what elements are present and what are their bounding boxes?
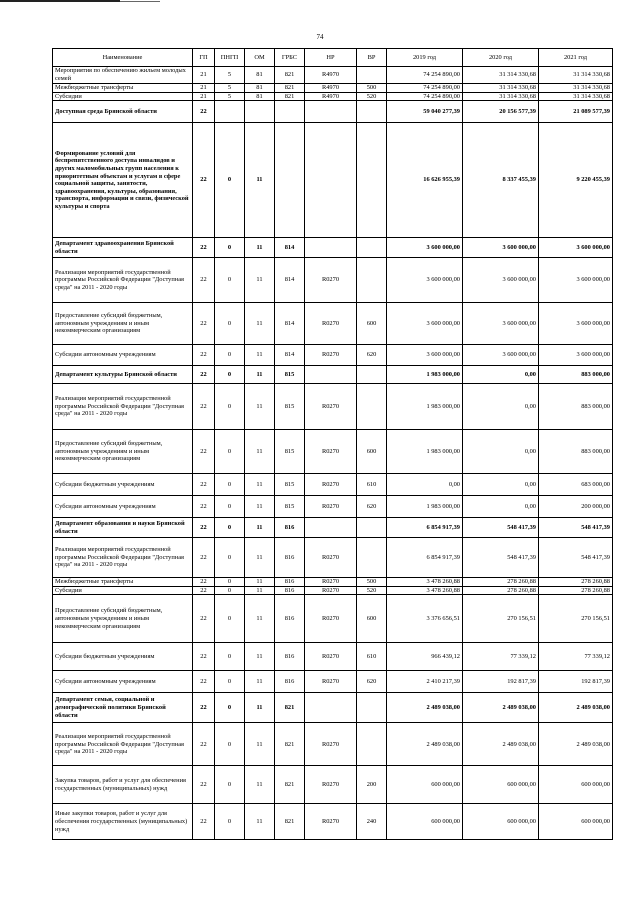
cell-name: Мероприятия по обеспечению жильем молодых семей (53, 67, 193, 84)
cell-pngp: 0 (215, 496, 245, 518)
table-body (53, 67, 613, 840)
cell-vr (357, 723, 387, 766)
table-row (53, 345, 613, 366)
cell-vr: 610 (357, 474, 387, 496)
cell-grbs: 815 (275, 430, 305, 474)
cell-y2019: 3 600 000,00 (387, 258, 463, 303)
cell-vr (357, 258, 387, 303)
cell-gp: 22 (193, 723, 215, 766)
cell-y2020: 548 417,39 (463, 538, 539, 578)
cell-name: Субсидии автономным учреждениям (53, 345, 193, 366)
cell-pngp: 0 (215, 586, 245, 595)
cell-gp: 22 (193, 430, 215, 474)
cell-y2020: 3 600 000,00 (463, 238, 539, 258)
cell-gp: 22 (193, 303, 215, 345)
cell-grbs: 816 (275, 586, 305, 595)
cell-name: Субсидии бюджетным учреждениям (53, 643, 193, 671)
cell-nr: R0270 (305, 671, 357, 693)
cell-pngp: 0 (215, 693, 245, 723)
cell-grbs: 821 (275, 67, 305, 84)
table-row (53, 595, 613, 643)
cell-y2021: 192 817,39 (539, 671, 613, 693)
cell-y2020: 31 314 330,68 (463, 92, 539, 101)
cell-name: Межбюджетные трансферты (53, 578, 193, 587)
cell-vr: 600 (357, 430, 387, 474)
cell-pngp: 5 (215, 67, 245, 84)
cell-vr: 610 (357, 643, 387, 671)
cell-pngp: 0 (215, 384, 245, 430)
cell-name: Субсидии автономным учреждениям (53, 671, 193, 693)
table-row (53, 430, 613, 474)
cell-nr: R4970 (305, 92, 357, 101)
cell-pngp: 0 (215, 430, 245, 474)
cell-grbs: 821 (275, 723, 305, 766)
table-row (53, 766, 613, 804)
cell-pngp: 0 (215, 303, 245, 345)
cell-name: Департамент образования и науки Брянской области (53, 518, 193, 538)
cell-name: Реализация мероприятий государственной программы Российской Федерации "Доступная среда" на 2011 - 2020 годы (53, 538, 193, 578)
cell-grbs: 816 (275, 518, 305, 538)
cell-gp: 22 (193, 538, 215, 578)
cell-nr: R0270 (305, 643, 357, 671)
cell-name: Субсидии (53, 586, 193, 595)
column-header: ВР (357, 49, 387, 67)
cell-om: 11 (245, 538, 275, 578)
column-header: ПНГП (215, 49, 245, 67)
cell-y2019: 59 040 277,39 (387, 101, 463, 123)
cell-y2021: 3 600 000,00 (539, 303, 613, 345)
cell-y2021: 31 314 330,68 (539, 84, 613, 93)
cell-grbs: 816 (275, 578, 305, 587)
cell-pngp: 5 (215, 84, 245, 93)
cell-gp: 21 (193, 84, 215, 93)
cell-vr: 600 (357, 595, 387, 643)
cell-y2019: 1 983 000,00 (387, 366, 463, 384)
cell-y2019: 1 983 000,00 (387, 384, 463, 430)
cell-name: Предоставление субсидий бюджетным, автономным учреждениям и иным некоммерческим организациям (53, 303, 193, 345)
cell-y2020: 0,00 (463, 496, 539, 518)
column-header: Наименование (53, 49, 193, 67)
cell-pngp: 0 (215, 474, 245, 496)
table-row (53, 366, 613, 384)
cell-y2020: 548 417,39 (463, 518, 539, 538)
table-row (53, 538, 613, 578)
cell-om: 81 (245, 92, 275, 101)
cell-nr: R0270 (305, 804, 357, 840)
cell-vr: 620 (357, 345, 387, 366)
cell-om: 11 (245, 723, 275, 766)
scan-edge-mark (120, 1, 160, 2)
cell-nr: R4970 (305, 67, 357, 84)
table-row (53, 258, 613, 303)
table-row (53, 384, 613, 430)
cell-nr: R0270 (305, 586, 357, 595)
cell-y2019: 600 000,00 (387, 766, 463, 804)
table-row (53, 496, 613, 518)
cell-vr (357, 123, 387, 238)
cell-y2020: 77 339,12 (463, 643, 539, 671)
column-header: ГРБС (275, 49, 305, 67)
cell-nr: R0270 (305, 303, 357, 345)
cell-y2021: 3 600 000,00 (539, 345, 613, 366)
column-header: НР (305, 49, 357, 67)
cell-y2019: 3 478 260,88 (387, 578, 463, 587)
column-header: ОМ (245, 49, 275, 67)
cell-y2019: 2 489 038,00 (387, 723, 463, 766)
cell-pngp: 0 (215, 578, 245, 587)
cell-pngp: 0 (215, 345, 245, 366)
cell-name: Департамент здравоохранения Брянской области (53, 238, 193, 258)
cell-pngp: 0 (215, 595, 245, 643)
cell-y2021: 270 156,51 (539, 595, 613, 643)
cell-y2020: 2 489 038,00 (463, 693, 539, 723)
cell-y2020: 0,00 (463, 474, 539, 496)
cell-nr: R0270 (305, 723, 357, 766)
cell-y2019: 3 600 000,00 (387, 345, 463, 366)
cell-name: Субсидии автономным учреждениям (53, 496, 193, 518)
cell-y2019: 6 854 917,39 (387, 538, 463, 578)
cell-nr (305, 518, 357, 538)
cell-grbs: 815 (275, 384, 305, 430)
cell-y2021: 2 489 038,00 (539, 723, 613, 766)
cell-om: 11 (245, 595, 275, 643)
cell-name: Доступная среда Брянской области (53, 101, 193, 123)
table-row (53, 804, 613, 840)
cell-pngp: 0 (215, 804, 245, 840)
cell-name: Субсидии (53, 92, 193, 101)
cell-gp: 22 (193, 258, 215, 303)
cell-y2020: 600 000,00 (463, 766, 539, 804)
table-row (53, 586, 613, 595)
cell-gp: 22 (193, 595, 215, 643)
cell-grbs (275, 101, 305, 123)
cell-om: 11 (245, 578, 275, 587)
cell-om: 11 (245, 474, 275, 496)
cell-y2021: 278 260,88 (539, 578, 613, 587)
column-header: ГП (193, 49, 215, 67)
cell-nr (305, 366, 357, 384)
budget-table (52, 48, 613, 840)
cell-vr: 500 (357, 84, 387, 93)
cell-pngp: 0 (215, 723, 245, 766)
cell-name: Закупка товаров, работ и услуг для обеспечения государственных (муниципальных) нужд (53, 766, 193, 804)
cell-y2020: 600 000,00 (463, 804, 539, 840)
cell-pngp: 0 (215, 258, 245, 303)
cell-name: Субсидии бюджетным учреждениям (53, 474, 193, 496)
cell-grbs: 821 (275, 766, 305, 804)
cell-y2019: 16 626 955,39 (387, 123, 463, 238)
cell-y2019: 2 410 217,39 (387, 671, 463, 693)
cell-y2021: 3 600 000,00 (539, 258, 613, 303)
cell-y2019: 3 600 000,00 (387, 238, 463, 258)
cell-om: 11 (245, 345, 275, 366)
cell-grbs: 821 (275, 92, 305, 101)
cell-y2020: 2 489 038,00 (463, 723, 539, 766)
cell-y2021: 600 000,00 (539, 766, 613, 804)
cell-pngp: 0 (215, 238, 245, 258)
cell-name: Реализация мероприятий государственной программы Российской Федерации "Доступная среда" на 2011 - 2020 годы (53, 723, 193, 766)
cell-name: Предоставление субсидий бюджетным, автономным учреждениям и иным некоммерческим организациям (53, 595, 193, 643)
cell-grbs (275, 123, 305, 238)
cell-om: 11 (245, 123, 275, 238)
cell-pngp: 0 (215, 671, 245, 693)
cell-y2019: 1 983 000,00 (387, 430, 463, 474)
cell-y2019: 74 254 890,00 (387, 84, 463, 93)
cell-y2021: 600 000,00 (539, 804, 613, 840)
cell-om: 11 (245, 384, 275, 430)
cell-gp: 22 (193, 671, 215, 693)
cell-gp: 22 (193, 123, 215, 238)
cell-vr (357, 366, 387, 384)
cell-gp: 22 (193, 578, 215, 587)
cell-name: Предоставление субсидий бюджетным, автономным учреждениям и иным некоммерческим организациям (53, 430, 193, 474)
cell-nr: R0270 (305, 578, 357, 587)
cell-y2019: 3 376 656,51 (387, 595, 463, 643)
cell-grbs: 821 (275, 693, 305, 723)
cell-gp: 22 (193, 804, 215, 840)
cell-gp: 21 (193, 92, 215, 101)
cell-y2020: 3 600 000,00 (463, 258, 539, 303)
cell-vr (357, 384, 387, 430)
cell-y2019: 3 478 260,88 (387, 586, 463, 595)
cell-y2020: 20 156 577,39 (463, 101, 539, 123)
cell-om: 11 (245, 693, 275, 723)
cell-nr: R0270 (305, 538, 357, 578)
cell-name: Реализация мероприятий государственной программы Российской Федерации "Доступная среда" на 2011 - 2020 годы (53, 258, 193, 303)
table-row (53, 123, 613, 238)
cell-y2020: 0,00 (463, 366, 539, 384)
column-header: 2021 год (539, 49, 613, 67)
cell-om: 11 (245, 518, 275, 538)
cell-gp: 22 (193, 643, 215, 671)
cell-om: 11 (245, 430, 275, 474)
cell-om: 11 (245, 804, 275, 840)
cell-vr (357, 538, 387, 578)
cell-pngp (215, 101, 245, 123)
cell-y2021: 883 000,00 (539, 366, 613, 384)
cell-om: 11 (245, 258, 275, 303)
cell-nr: R0270 (305, 474, 357, 496)
table-row (53, 474, 613, 496)
cell-pngp: 0 (215, 518, 245, 538)
table-row (53, 84, 613, 93)
cell-gp: 22 (193, 496, 215, 518)
cell-y2019: 2 489 038,00 (387, 693, 463, 723)
cell-vr: 620 (357, 496, 387, 518)
cell-nr: R0270 (305, 496, 357, 518)
cell-y2021: 548 417,39 (539, 538, 613, 578)
cell-nr: R0270 (305, 345, 357, 366)
page-number: 74 (316, 33, 324, 41)
cell-vr: 520 (357, 586, 387, 595)
table-row (53, 693, 613, 723)
cell-y2021: 683 000,00 (539, 474, 613, 496)
cell-vr (357, 693, 387, 723)
cell-grbs: 821 (275, 84, 305, 93)
cell-om: 11 (245, 586, 275, 595)
cell-om: 11 (245, 238, 275, 258)
cell-y2020: 3 600 000,00 (463, 345, 539, 366)
cell-y2019: 74 254 890,00 (387, 67, 463, 84)
table-row (53, 238, 613, 258)
cell-y2019: 74 254 890,00 (387, 92, 463, 101)
cell-pngp: 0 (215, 123, 245, 238)
cell-nr: R4970 (305, 84, 357, 93)
cell-grbs: 814 (275, 238, 305, 258)
cell-y2021: 77 339,12 (539, 643, 613, 671)
cell-gp: 22 (193, 766, 215, 804)
cell-vr: 520 (357, 92, 387, 101)
cell-name: Формирование условий для беспрепятственного доступа инвалидов и других маломобильных групп населения к приоритетным объектам и услугам в сфере социальной защиты, занятости, здравоохранения, культуры, образования, транспорта, информации и связи, физической культуры и спорта (53, 123, 193, 238)
cell-y2021: 21 089 577,39 (539, 101, 613, 123)
table-header-row (53, 49, 613, 67)
cell-y2021: 883 000,00 (539, 384, 613, 430)
cell-y2021: 31 314 330,68 (539, 92, 613, 101)
cell-y2019: 600 000,00 (387, 804, 463, 840)
cell-gp: 22 (193, 518, 215, 538)
cell-vr: 240 (357, 804, 387, 840)
cell-grbs: 814 (275, 345, 305, 366)
cell-nr: R0270 (305, 595, 357, 643)
cell-y2020: 31 314 330,68 (463, 84, 539, 93)
cell-y2019: 0,00 (387, 474, 463, 496)
cell-vr (357, 518, 387, 538)
cell-y2020: 0,00 (463, 384, 539, 430)
cell-nr (305, 238, 357, 258)
cell-y2020: 8 337 455,39 (463, 123, 539, 238)
cell-vr: 500 (357, 578, 387, 587)
cell-om: 11 (245, 303, 275, 345)
cell-gp: 22 (193, 366, 215, 384)
scan-edge-mark (0, 0, 120, 2)
cell-gp: 21 (193, 67, 215, 84)
cell-om (245, 101, 275, 123)
cell-grbs: 816 (275, 595, 305, 643)
cell-pngp: 0 (215, 538, 245, 578)
cell-pngp: 0 (215, 366, 245, 384)
cell-vr (357, 101, 387, 123)
cell-grbs: 816 (275, 671, 305, 693)
cell-y2021: 9 220 455,39 (539, 123, 613, 238)
cell-gp: 22 (193, 238, 215, 258)
cell-gp: 22 (193, 474, 215, 496)
cell-om: 81 (245, 67, 275, 84)
cell-y2020: 0,00 (463, 430, 539, 474)
cell-y2021: 3 600 000,00 (539, 238, 613, 258)
table-row (53, 92, 613, 101)
cell-y2020: 270 156,51 (463, 595, 539, 643)
cell-name: Департамент семьи, социальной и демографической политики Брянской области (53, 693, 193, 723)
cell-grbs: 816 (275, 643, 305, 671)
cell-grbs: 821 (275, 804, 305, 840)
cell-nr: R0270 (305, 384, 357, 430)
cell-om: 11 (245, 643, 275, 671)
table-row (53, 101, 613, 123)
cell-y2019: 966 439,12 (387, 643, 463, 671)
cell-y2020: 278 260,88 (463, 578, 539, 587)
cell-grbs: 814 (275, 258, 305, 303)
cell-name: Иные закупки товаров, работ и услуг для обеспечения государственных (муниципальных) нужд (53, 804, 193, 840)
cell-y2020: 3 600 000,00 (463, 303, 539, 345)
cell-om: 11 (245, 671, 275, 693)
cell-nr: R0270 (305, 766, 357, 804)
cell-grbs: 815 (275, 496, 305, 518)
cell-om: 11 (245, 366, 275, 384)
cell-vr (357, 67, 387, 84)
cell-gp: 22 (193, 586, 215, 595)
table-row (53, 303, 613, 345)
cell-nr: R0270 (305, 258, 357, 303)
cell-name: Реализация мероприятий государственной программы Российской Федерации "Доступная среда" на 2011 - 2020 годы (53, 384, 193, 430)
table-row (53, 723, 613, 766)
cell-name: Департамент культуры Брянской области (53, 366, 193, 384)
cell-vr: 200 (357, 766, 387, 804)
cell-gp: 22 (193, 101, 215, 123)
cell-y2021: 200 000,00 (539, 496, 613, 518)
cell-gp: 22 (193, 384, 215, 430)
table-row (53, 643, 613, 671)
cell-name: Межбюджетные трансферты (53, 84, 193, 93)
cell-nr (305, 693, 357, 723)
cell-y2020: 192 817,39 (463, 671, 539, 693)
cell-pngp: 0 (215, 766, 245, 804)
cell-grbs: 816 (275, 538, 305, 578)
cell-y2021: 2 489 038,00 (539, 693, 613, 723)
table-row (53, 671, 613, 693)
cell-nr (305, 101, 357, 123)
cell-gp: 22 (193, 345, 215, 366)
cell-pngp: 5 (215, 92, 245, 101)
table-row (53, 67, 613, 84)
cell-vr: 600 (357, 303, 387, 345)
cell-y2021: 548 417,39 (539, 518, 613, 538)
table-row (53, 518, 613, 538)
cell-gp: 22 (193, 693, 215, 723)
cell-y2019: 3 600 000,00 (387, 303, 463, 345)
cell-y2021: 278 260,88 (539, 586, 613, 595)
column-header: 2019 год (387, 49, 463, 67)
cell-om: 81 (245, 84, 275, 93)
cell-grbs: 815 (275, 474, 305, 496)
cell-grbs: 815 (275, 366, 305, 384)
cell-vr: 620 (357, 671, 387, 693)
cell-y2021: 31 314 330,68 (539, 67, 613, 84)
cell-om: 11 (245, 766, 275, 804)
column-header: 2020 год (463, 49, 539, 67)
cell-y2019: 6 854 917,39 (387, 518, 463, 538)
cell-grbs: 814 (275, 303, 305, 345)
cell-nr (305, 123, 357, 238)
cell-y2019: 1 983 000,00 (387, 496, 463, 518)
cell-y2020: 31 314 330,68 (463, 67, 539, 84)
table-row (53, 578, 613, 587)
cell-y2020: 278 260,88 (463, 586, 539, 595)
cell-nr: R0270 (305, 430, 357, 474)
cell-vr (357, 238, 387, 258)
cell-om: 11 (245, 496, 275, 518)
cell-pngp: 0 (215, 643, 245, 671)
cell-y2021: 883 000,00 (539, 430, 613, 474)
